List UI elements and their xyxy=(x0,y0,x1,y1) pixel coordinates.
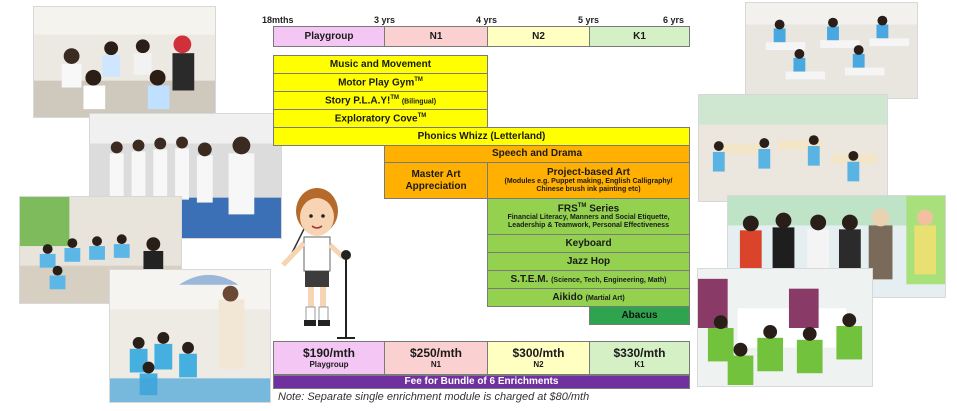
programme-stem: S.T.E.M. (Science, Tech, Engineering, Math) xyxy=(487,270,690,289)
programme-speech-and-drama: Speech and Drama xyxy=(384,145,690,163)
fee-playgroup: $190/mth Playgroup xyxy=(273,341,385,375)
age-label-4yrs: 4 yrs xyxy=(476,15,498,25)
programme-music-and-movement: Music and Movement xyxy=(273,55,488,74)
photo-storytelling-umbrella xyxy=(109,269,271,403)
fee-n2: $300/mth N2 xyxy=(487,341,590,375)
programme-phonics-whizz: Phonics Whizz (Letterland) xyxy=(273,127,690,146)
programme-exploratory-cove: Exploratory Cove™ xyxy=(273,109,488,128)
programme-project-based-art: Project-based Art (Modules e.g. Puppet making, English Calligraphy/ Chinese brush ink painting etc) xyxy=(487,162,690,199)
age-label-5yrs: 5 yrs xyxy=(578,15,600,25)
fee-k1: $330/mth K1 xyxy=(589,341,690,375)
cartoon-boy-microphone xyxy=(277,183,365,343)
programme-frs-series: FRS™ Series Financial Literacy, Manners and Social Etiquette, Leadership & Teamwork, Personal Effectiveness xyxy=(487,198,690,235)
programme-abacus: Abacus xyxy=(589,306,690,325)
programme-keyboard: Keyboard xyxy=(487,234,690,253)
programme-story-play: Story P.L.A.Y!™ (Bilingual) xyxy=(273,91,488,110)
photo-art-class xyxy=(697,268,873,387)
age-label-18mths: 18mths xyxy=(262,15,294,25)
photo-children-circle xyxy=(33,6,216,118)
programme-jazz-hop: Jazz Hop xyxy=(487,252,690,271)
programme-aikido: Aikido (Martial Art) xyxy=(487,288,690,307)
fee-n1: $250/mth N1 xyxy=(384,341,488,375)
photo-keyboard-class xyxy=(745,2,918,99)
pricing-note: Note: Separate single enrichment module is charged at $80/mth xyxy=(278,391,590,403)
photo-abacus-class xyxy=(698,94,888,202)
bundle-fee-label: Fee for Bundle of 6 Enrichments xyxy=(273,375,690,389)
level-header-n1: N1 xyxy=(384,26,488,47)
level-header-k1: K1 xyxy=(589,26,690,47)
age-label-3yrs: 3 yrs xyxy=(374,15,396,25)
level-header-n2: N2 xyxy=(487,26,590,47)
age-label-6yrs: 6 yrs xyxy=(663,15,685,25)
programme-master-art-appreciation: Master Art Appreciation xyxy=(384,162,488,199)
programme-motor-play-gym: Motor Play Gym™ xyxy=(273,73,488,92)
level-header-playgroup: Playgroup xyxy=(273,26,385,47)
